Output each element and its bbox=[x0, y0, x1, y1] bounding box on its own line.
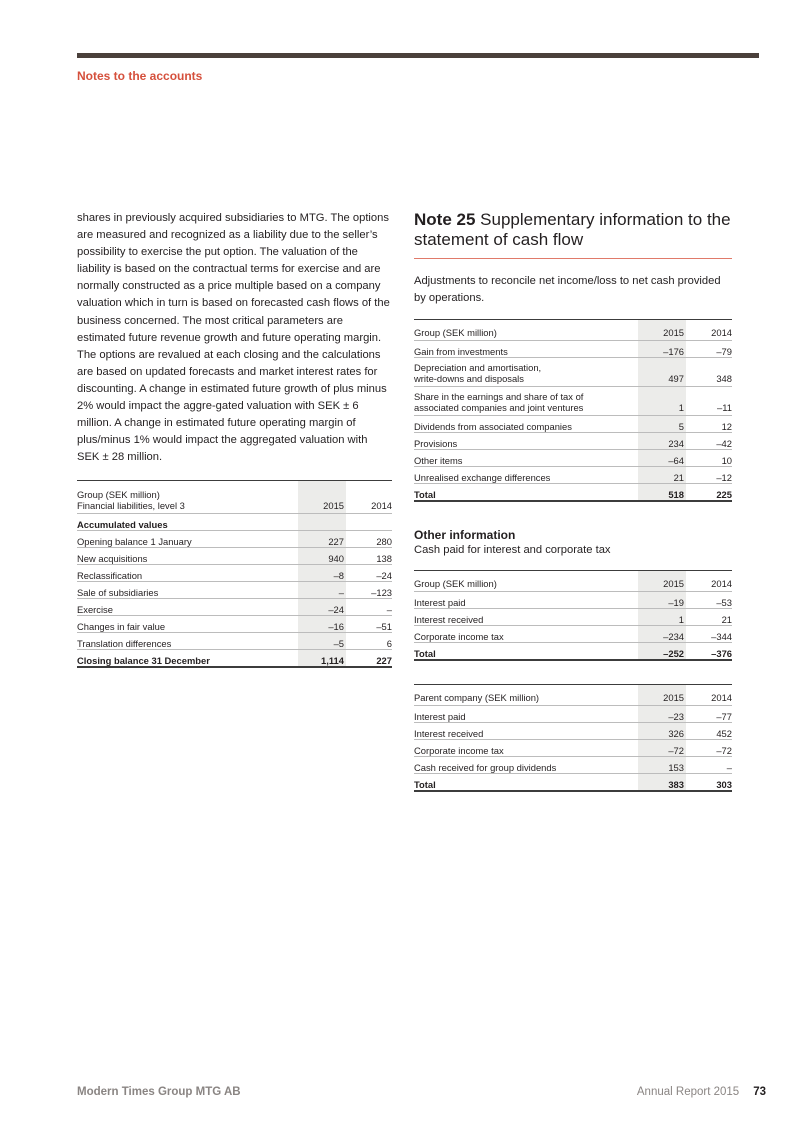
value-2015: –23 bbox=[638, 706, 686, 723]
row-label bbox=[77, 599, 298, 616]
row-label-line: Exercise bbox=[77, 604, 113, 616]
footer-report-name: Annual Report 2015 bbox=[636, 1086, 740, 1098]
value-2014: – bbox=[686, 757, 732, 774]
total-label: Total bbox=[414, 484, 638, 502]
table-body bbox=[77, 531, 392, 650]
col-2014: 2014 bbox=[686, 571, 732, 592]
table-row bbox=[77, 616, 392, 633]
row-label-line-2: associated companies and joint ventures bbox=[414, 401, 584, 413]
value-2014: –42 bbox=[686, 433, 732, 450]
value-2014: –12 bbox=[686, 467, 732, 484]
table-row bbox=[77, 582, 392, 599]
value-2014: –11 bbox=[686, 387, 732, 416]
row-label-line: Other items bbox=[414, 455, 463, 467]
row-label-line: Interest received bbox=[414, 728, 484, 740]
value-2014: –72 bbox=[686, 740, 732, 757]
table-row bbox=[414, 341, 732, 358]
row-label-line: Opening balance 1 January bbox=[77, 536, 192, 548]
row-label bbox=[414, 609, 638, 626]
table-row bbox=[77, 633, 392, 650]
table-row bbox=[414, 358, 732, 387]
row-label-line: Translation differences bbox=[77, 638, 172, 650]
left-column bbox=[77, 210, 392, 668]
value-2014: 348 bbox=[686, 358, 732, 387]
table-row bbox=[414, 467, 732, 484]
value-2014: –53 bbox=[686, 592, 732, 609]
value-2015: 1 bbox=[638, 387, 686, 416]
total-2015: 1,114 bbox=[298, 650, 346, 668]
value-2015: –24 bbox=[298, 599, 346, 616]
table-row bbox=[414, 740, 732, 757]
row-label bbox=[414, 387, 638, 416]
table-header-label: Parent company (SEK million) bbox=[414, 685, 638, 706]
table-header-label: Group (SEK million) bbox=[77, 489, 160, 501]
row-label bbox=[414, 723, 638, 740]
table-body bbox=[414, 592, 732, 643]
other-info-heading: Other information bbox=[414, 528, 516, 543]
row-label bbox=[77, 582, 298, 599]
row-label bbox=[77, 616, 298, 633]
row-label-line: Sale of subsidiaries bbox=[77, 587, 159, 599]
table-header-row bbox=[77, 481, 392, 514]
value-2015: –16 bbox=[298, 616, 346, 633]
table-row bbox=[77, 531, 392, 548]
row-label bbox=[414, 467, 638, 484]
col-2015: 2015 bbox=[638, 320, 686, 341]
row-label-line: Reclassification bbox=[77, 570, 143, 582]
value-2015: –234 bbox=[638, 626, 686, 643]
row-label bbox=[414, 450, 638, 467]
row-label bbox=[77, 565, 298, 582]
value-2015: 497 bbox=[638, 358, 686, 387]
table-total-row bbox=[414, 484, 732, 502]
row-label-line: Interest paid bbox=[414, 711, 466, 723]
total-2015: 518 bbox=[638, 484, 686, 502]
col-2014: 2014 bbox=[686, 685, 732, 706]
note-intro: Adjustments to reconcile net income/loss to net cash provided by operations. bbox=[414, 275, 721, 305]
value-2015: 5 bbox=[638, 416, 686, 433]
value-2014: 452 bbox=[686, 723, 732, 740]
group-interest-tax-table bbox=[414, 570, 732, 661]
row-label-line: Provisions bbox=[414, 438, 458, 450]
row-label bbox=[414, 592, 638, 609]
value-2014: – bbox=[346, 599, 392, 616]
note-title-text: Supplementary information to the statement of cash flow bbox=[414, 210, 731, 249]
row-label bbox=[77, 633, 298, 650]
parent-interest-tax-table bbox=[414, 684, 732, 792]
row-label bbox=[77, 531, 298, 548]
value-2015: –72 bbox=[638, 740, 686, 757]
value-2014: –344 bbox=[686, 626, 732, 643]
row-label bbox=[414, 433, 638, 450]
value-2014: 12 bbox=[686, 416, 732, 433]
value-2014: 138 bbox=[346, 548, 392, 565]
table-row bbox=[77, 599, 392, 616]
total-label: Total bbox=[414, 643, 638, 661]
value-2015: 1 bbox=[638, 609, 686, 626]
row-label bbox=[414, 706, 638, 723]
table-subheading: Accumulated values bbox=[77, 514, 298, 531]
table-header-label: Group (SEK million) bbox=[414, 320, 638, 341]
table-row bbox=[414, 433, 732, 450]
table-total-row bbox=[77, 650, 392, 668]
value-2014: –123 bbox=[346, 582, 392, 599]
row-label-line: Share in the earnings and share of tax of bbox=[414, 391, 584, 403]
row-label-line: Interest paid bbox=[414, 597, 466, 609]
total-2015: 383 bbox=[638, 774, 686, 792]
level3-table bbox=[77, 480, 392, 668]
value-2015: 153 bbox=[638, 757, 686, 774]
total-label: Closing balance 31 December bbox=[77, 650, 298, 668]
table-total-row bbox=[414, 774, 732, 792]
table-row bbox=[77, 548, 392, 565]
row-label bbox=[414, 358, 638, 387]
col-2015: 2015 bbox=[638, 571, 686, 592]
value-2014: 21 bbox=[686, 609, 732, 626]
row-label-line: Corporate income tax bbox=[414, 745, 504, 757]
total-2014: –376 bbox=[686, 643, 732, 661]
note-number: Note 25 bbox=[414, 210, 476, 229]
table-row bbox=[414, 387, 732, 416]
header-bar bbox=[77, 53, 759, 58]
value-2015: 21 bbox=[638, 467, 686, 484]
table-header-label: Group (SEK million) bbox=[414, 571, 638, 592]
value-2014: 280 bbox=[346, 531, 392, 548]
col-2014: 2014 bbox=[346, 481, 392, 514]
table-row bbox=[414, 450, 732, 467]
table-row bbox=[414, 416, 732, 433]
col-2014: 2014 bbox=[686, 320, 732, 341]
body-paragraph: shares in previously acquired subsidiaries to MTG. The options are measured and recognized as a liability due to the seller’s possibility to exercise the put option. The valuation of the liability is based on the contractual terms for exercise and are normally constructed as a price multiple based on a company valuation which in turn is based on forecasted cash flows of the business concerned. The most critical parameters are estimated future revenue growth and future operating margin. The options are revalued at each closing and the calculations are based on updated forecasts and market interest rates for discounting. A change in estimated future growth of plus minus 2% would impact the aggre-gated valuation with SEK ± 6 million. A change in estimated future operating margin of plus/minus 1% would impact the aggregated valuation with SEK ± 28 million. bbox=[77, 212, 390, 464]
row-label-line: Corporate income tax bbox=[414, 631, 504, 643]
cashflow-adjustments-table bbox=[414, 319, 732, 502]
value-2014: –77 bbox=[686, 706, 732, 723]
section-label: Notes to the accounts bbox=[77, 69, 203, 83]
row-label bbox=[414, 757, 638, 774]
row-label bbox=[77, 548, 298, 565]
value-2015: –19 bbox=[638, 592, 686, 609]
table-header-row bbox=[414, 320, 732, 341]
table-header-label-2: Financial liabilities, level 3 bbox=[77, 499, 185, 511]
page-number: 73 bbox=[753, 1086, 766, 1098]
table-row bbox=[77, 565, 392, 582]
value-2014: –24 bbox=[346, 565, 392, 582]
table-row bbox=[414, 626, 732, 643]
col-2015: 2015 bbox=[298, 481, 346, 514]
value-2014: 10 bbox=[686, 450, 732, 467]
footer-report bbox=[637, 1086, 766, 1098]
row-label-line: New acquisitions bbox=[77, 553, 148, 565]
value-2015: 940 bbox=[298, 548, 346, 565]
row-label-line: Interest received bbox=[414, 614, 484, 626]
row-label-line: Unrealised exchange differences bbox=[414, 472, 551, 484]
value-2015: –8 bbox=[298, 565, 346, 582]
value-2015: 227 bbox=[298, 531, 346, 548]
table-header-row bbox=[414, 685, 732, 706]
row-label-line: Cash received for group dividends bbox=[414, 762, 557, 774]
table-body bbox=[414, 706, 732, 774]
spacer bbox=[414, 661, 732, 684]
col-2015: 2015 bbox=[638, 685, 686, 706]
table-row bbox=[414, 592, 732, 609]
total-label: Total bbox=[414, 774, 638, 792]
value-2015: –176 bbox=[638, 341, 686, 358]
total-2015: –252 bbox=[638, 643, 686, 661]
footer-company: Modern Times Group MTG AB bbox=[77, 1086, 241, 1098]
value-2014: –79 bbox=[686, 341, 732, 358]
row-label bbox=[414, 740, 638, 757]
row-label bbox=[414, 341, 638, 358]
table-row bbox=[414, 706, 732, 723]
value-2015: –5 bbox=[298, 633, 346, 650]
note-title bbox=[414, 210, 732, 259]
table-body bbox=[414, 341, 732, 484]
total-2014: 225 bbox=[686, 484, 732, 502]
row-label-line: Dividends from associated companies bbox=[414, 421, 572, 433]
other-info-subheading: Cash paid for interest and corporate tax bbox=[414, 544, 611, 557]
row-label-line: Gain from investments bbox=[414, 346, 508, 358]
table-row bbox=[414, 723, 732, 740]
row-label bbox=[414, 416, 638, 433]
row-label-line: Changes in fair value bbox=[77, 621, 166, 633]
value-2015: – bbox=[298, 582, 346, 599]
value-2015: 326 bbox=[638, 723, 686, 740]
row-label-line-2: write-downs and disposals bbox=[414, 372, 524, 384]
table-row bbox=[414, 609, 732, 626]
row-label bbox=[414, 626, 638, 643]
row-label-line: Depreciation and amortisation, bbox=[414, 362, 542, 374]
value-2014: –51 bbox=[346, 616, 392, 633]
total-2014: 227 bbox=[346, 650, 392, 668]
table-subheading-row bbox=[77, 514, 392, 531]
table-row bbox=[414, 757, 732, 774]
table-header-row bbox=[414, 571, 732, 592]
value-2014: 6 bbox=[346, 633, 392, 650]
total-2014: 303 bbox=[686, 774, 732, 792]
right-column bbox=[414, 210, 732, 792]
value-2015: –64 bbox=[638, 450, 686, 467]
value-2015: 234 bbox=[638, 433, 686, 450]
table-total-row bbox=[414, 643, 732, 661]
